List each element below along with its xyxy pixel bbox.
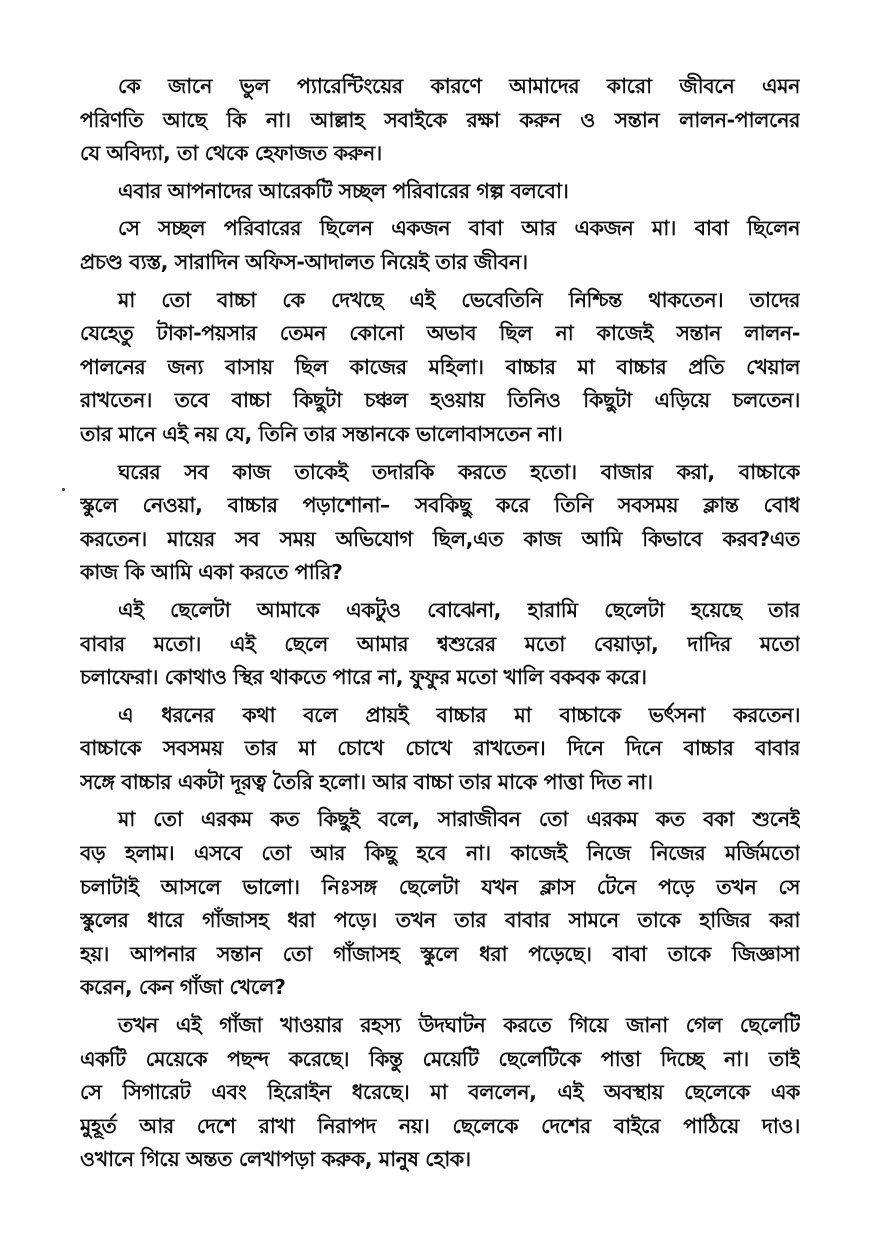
paragraph-3 — [80, 212, 800, 279]
text-line: এবার আপনাদের আরেকটি সচ্ছল পরিবারের গল্প বলবো। — [118, 178, 569, 203]
text-line: বড় হলাম। এসবে তো আর কিছু হবে না। কাজেই নিজে নিজের মর্জিমতো — [80, 841, 800, 866]
text-line: ঘরের সব কাজ তাকেই তদারকি করতে হতো। বাজার করা, বাচ্চাকে — [118, 459, 800, 484]
text-line: যেহেতু টাকা-পয়সার তেমন কোনো অভাব ছিল না কাজেই সন্তান লালন- — [80, 321, 800, 346]
text-line: করেন, কেন গাঁজা খেলে? — [80, 975, 286, 1000]
text-line: তখন এই গাঁজা খাওয়ার রহস্য উদঘাটন করতে গিয়ে জানা গেল ছেলেটি — [118, 1013, 800, 1038]
text-line: মুহূর্ত আর দেশে রাখা নিরাপদ নয়। ছেলেকে দেশের বাইরে পাঠিয়ে দাও। — [80, 1113, 800, 1138]
paragraph-8 — [80, 803, 800, 1005]
text-line: স্কুলের ধারে গাঁজাসহ ধরা পড়ে। তখন তার বাবার সামনে তাকে হাজির করা — [80, 908, 800, 933]
text-line: পালনের জন্য বাসায় ছিল কাজের মহিলা। বাচ্চার মা বাচ্চার প্রতি খেয়াল — [80, 354, 800, 379]
paragraph-2 — [80, 175, 800, 209]
scan-speck — [62, 488, 65, 491]
text-line: সঙ্গে বাচ্চার একটা দূরত্ব তৈরি হলো। আর বাচ্চা তার মাকে পাত্তা দিত না। — [80, 769, 653, 794]
book-page-text — [80, 70, 800, 1181]
text-line: মা তো বাচ্চা কে দেখছে এই ভেবেতিনি নিশ্চিন্ত থাকতেন। তাদের — [118, 287, 800, 312]
paragraph-5 — [80, 456, 800, 590]
text-line: করতেন। মায়ের সব সময় অভিযোগ ছিল,এত কাজ আমি কিভাবে করব?এত — [80, 526, 800, 551]
text-line: ওখানে গিয়ে অন্তত লেখাপড়া করুক, মানুষ হোক। — [80, 1147, 471, 1172]
text-line: পরিণতি আছে কি না। আল্লাহ সবাইকে রক্ষা করুন ও সন্তান লালন-পালনের — [80, 107, 800, 132]
text-line: কাজ কি আমি একা করতে পারি? — [80, 560, 343, 585]
text-line: রাখতেন। তবে বাচ্চা কিছুটা চঞ্চল হওয়ায় তিনিও কিছুটা এড়িয়ে চলতেন। — [80, 388, 800, 413]
paragraph-9 — [80, 1009, 800, 1177]
text-line: চলাফেরা। কোথাও স্থির থাকতে পারে না, ফুফুর মতো খালি বকবক করে। — [80, 665, 647, 690]
text-line: বাচ্চাকে সবসময় তার মা চোখে চোখে রাখতেন। দিনে দিনে বাচ্চার বাবার — [80, 736, 800, 761]
text-line: সে সিগারেট এবং হিরোইন ধরেছে। মা বললেন, এই অবস্থায় ছেলেকে এক — [80, 1080, 800, 1105]
text-line: সে সচ্ছল পরিবারের ছিলেন একজন বাবা আর একজন মা। বাবা ছিলেন — [118, 216, 800, 241]
paragraph-1 — [80, 70, 800, 171]
text-line: কে জানে ভুল প্যারেন্টিংয়ের কারণে আমাদের কারো জীবনে এমন — [118, 74, 800, 98]
paragraph-6 — [80, 594, 800, 695]
text-line: যে অবিদ্যা, তা থেকে হেফাজত করুন। — [80, 141, 382, 166]
text-line: হয়। আপনার সন্তান তো গাঁজাসহ স্কুলে ধরা পড়েছে। বাবা তাকে জিজ্ঞাসা — [80, 941, 800, 966]
text-line: এই ছেলেটা আমাকে একটুও বোঝেনা, হারামি ছেলেটা হয়েছে তার — [118, 597, 800, 622]
paragraph-7 — [80, 699, 800, 800]
paragraph-4 — [80, 284, 800, 452]
text-line: মা তো এরকম কত কিছুই বলে, সারাজীবন তো এরকম কত বকা শুনেই — [118, 807, 800, 832]
text-line: স্কুলে নেওয়া, বাচ্চার পড়াশোনা– সবকিছু করে তিনি সবসময় ক্লান্ত বোধ — [80, 493, 800, 518]
text-line: চলাটাই আসলে ভালো। নিঃসঙ্গ ছেলেটা যখন ক্লাস টেনে পড়ে তখন সে — [80, 874, 800, 899]
text-line: প্রচণ্ড ব্যস্ত, সারাদিন অফিস-আদালত নিয়েই তার জীবন। — [80, 249, 528, 274]
text-line: এ ধরনের কথা বলে প্রায়ই বাচ্চার মা বাচ্চাকে ভর্ৎসনা করতেন। — [118, 702, 800, 727]
text-line: বাবার মতো। এই ছেলে আমার শ্বশুরের মতো বেয়াড়া, দাদির মতো — [80, 631, 800, 656]
text-line: তার মানে এই নয় যে, তিনি তার সন্তানকে ভালোবাসতেন না। — [80, 421, 563, 446]
text-line: একটি মেয়েকে পছন্দ করেছে। কিন্তু মেয়েটি ছেলেটিকে পাত্তা দিচ্ছে না। তাই — [80, 1046, 800, 1071]
